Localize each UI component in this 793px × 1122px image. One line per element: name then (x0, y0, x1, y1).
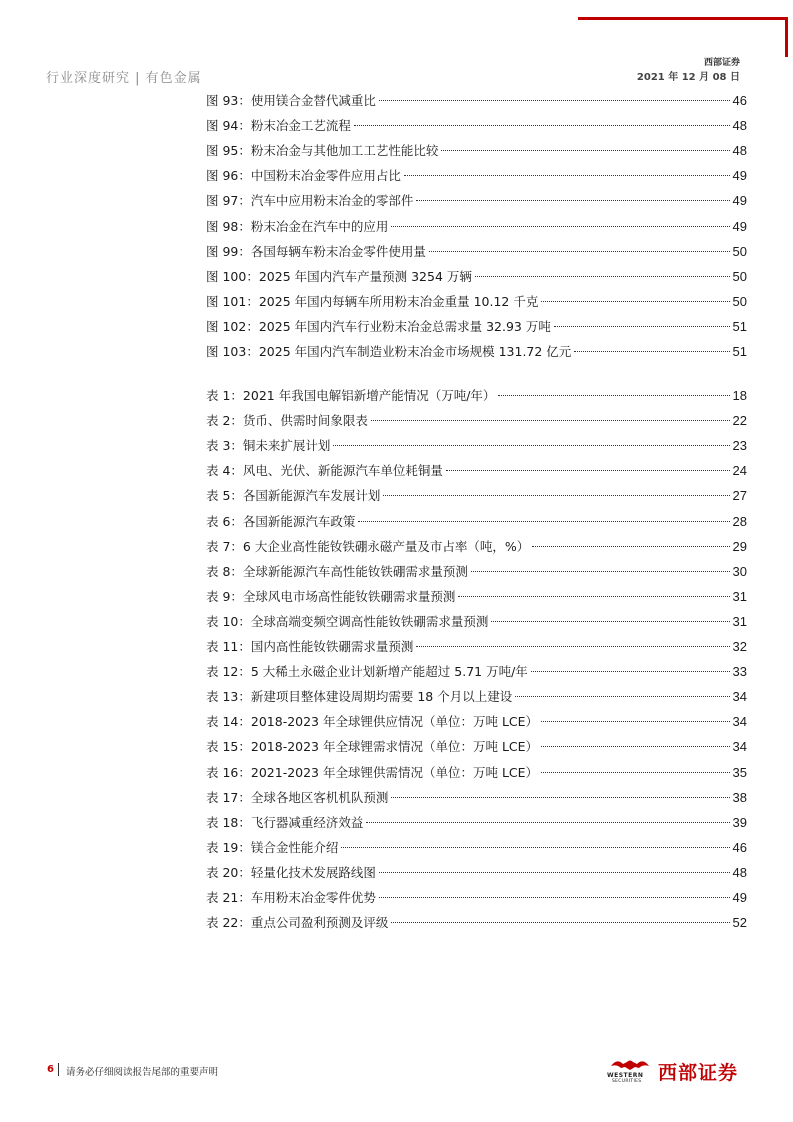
toc-page-number: 38 (732, 789, 747, 805)
toc-entry-label: 图 97：汽车中应用粉末冶金的零部件 (206, 193, 414, 209)
toc-entry-label: 表 15：2018-2023 年全球锂需求情况（单位：万吨 LCE） (206, 739, 539, 755)
figure-toc-entry[interactable] (206, 139, 747, 163)
table-toc-entry[interactable] (206, 886, 747, 910)
toc-entry-label: 表 7：6 大企业高性能钕铁硼永磁产量及市占率（吨，%） (206, 538, 530, 554)
logo-english-name: WESTERN (607, 1072, 644, 1079)
toc-leader-dots (471, 571, 730, 572)
toc-leader-dots (383, 495, 729, 496)
table-toc-entry[interactable] (206, 510, 747, 534)
figure-toc-entry[interactable] (206, 315, 747, 339)
toc-page-number: 48 (732, 143, 747, 159)
toc-page-number: 29 (732, 538, 747, 554)
table-toc-entry[interactable] (206, 836, 747, 860)
toc-page-number: 28 (732, 513, 747, 529)
footer-page-number: 6 (47, 1064, 54, 1075)
toc-entry-label: 表 17：全球各地区客机机队预测 (206, 789, 389, 805)
toc-page-number: 33 (732, 664, 747, 680)
toc-entry-label: 图 96：中国粉末冶金零件应用占比 (206, 168, 401, 184)
toc-page-number: 27 (732, 488, 747, 504)
table-toc-entry[interactable] (206, 660, 747, 684)
toc-page-number: 51 (732, 318, 747, 334)
toc-page-number: 39 (732, 814, 747, 830)
toc-page-number: 31 (732, 588, 747, 604)
table-toc-entry[interactable] (206, 409, 747, 433)
toc-page-number: 35 (732, 764, 747, 780)
figure-toc-entry[interactable] (206, 340, 747, 364)
toc-leader-dots (429, 251, 730, 252)
figure-toc-entry[interactable] (206, 114, 747, 138)
toc-entry-label: 表 2：货币、供需时间象限表 (206, 413, 368, 429)
toc-page-number: 31 (732, 613, 747, 629)
footer-divider (58, 1063, 59, 1076)
toc-leader-dots (532, 546, 729, 547)
toc-entry-label: 图 102：2025 年国内汽车行业粉末冶金总需求量 32.93 万吨 (206, 318, 551, 334)
toc-entry-label: 图 99：各国每辆车粉末冶金零件使用量 (206, 243, 426, 259)
toc-entry-label: 图 94：粉末冶金工艺流程 (206, 118, 351, 134)
toc-entry-label: 表 11：国内高性能钕铁硼需求量预测 (206, 639, 414, 654)
figure-toc-entry[interactable] (206, 265, 747, 289)
toc-leader-dots (531, 671, 730, 672)
logo-english-sub: SECURITIES (612, 1079, 642, 1084)
toc-entry-label: 表 4：风电、光伏、新能源汽车单位耗铜量 (206, 463, 443, 479)
toc-leader-dots (441, 150, 729, 151)
toc-entry-label: 表 21：车用粉末冶金零件优势 (206, 890, 376, 905)
toc-leader-dots (498, 395, 729, 396)
toc-leader-dots (541, 721, 729, 722)
toc-page-number: 46 (732, 93, 747, 108)
toc-leader-dots (416, 646, 729, 647)
toc-leader-dots (541, 301, 729, 302)
toc-leader-dots (379, 100, 730, 101)
toc-leader-dots (404, 175, 730, 176)
toc-leader-dots (333, 445, 729, 446)
toc-page-number: 18 (732, 388, 747, 403)
toc-page-number: 50 (732, 243, 747, 259)
table-toc-entry[interactable] (206, 560, 747, 584)
table-toc-entry[interactable] (206, 384, 747, 408)
toc-entry-label: 表 19：镁合金性能介绍 (206, 839, 339, 855)
toc-page-number: 50 (732, 293, 747, 309)
table-toc-entry[interactable] (206, 585, 747, 609)
toc-page-number: 49 (732, 890, 747, 905)
table-toc-entry[interactable] (206, 535, 747, 559)
table-toc-entry[interactable] (206, 735, 747, 759)
toc-page-number: 48 (732, 118, 747, 134)
logo-chinese-name: 西部证券 (658, 1062, 739, 1084)
toc-leader-dots (446, 470, 730, 471)
toc-leader-dots (366, 822, 729, 823)
table-toc-entry[interactable] (206, 635, 747, 659)
toc-entry-label: 表 12：5 大稀土永磁企业计划新增产能超过 5.71 万吨/年 (206, 664, 528, 680)
toc-leader-dots (515, 696, 729, 697)
toc-entry-label: 表 6：各国新能源汽车政策 (206, 513, 356, 529)
toc-leader-dots (379, 897, 730, 898)
table-toc-entry[interactable] (206, 434, 747, 458)
toc-page-number: 50 (732, 268, 747, 284)
toc-leader-dots (491, 621, 729, 622)
header-accent-line (578, 17, 788, 20)
toc-leader-dots (475, 276, 730, 277)
toc-page-number: 30 (732, 563, 747, 579)
toc-entry-label: 表 8：全球新能源汽车高性能钕铁硼需求量预测 (206, 563, 468, 579)
toc-page-number: 49 (732, 193, 747, 209)
toc-page-number: 32 (732, 639, 747, 654)
toc-leader-dots (391, 226, 729, 227)
toc-leader-dots (554, 326, 730, 327)
toc-entry-label: 表 9：全球风电市场高性能钕铁硼需求量预测 (206, 588, 456, 604)
toc-entry-label: 图 101：2025 年国内每辆车所用粉末冶金重量 10.12 千克 (206, 293, 539, 309)
toc-page-number: 34 (732, 714, 747, 730)
report-section-label: 行业深度研究 | 有色金属 (46, 71, 202, 86)
toc-leader-dots (371, 420, 730, 421)
toc-entry-label: 图 98：粉末冶金在汽车中的应用 (206, 218, 389, 234)
toc-page-number: 48 (732, 864, 747, 880)
toc-entry-label: 表 20：轻量化技术发展路线图 (206, 864, 376, 880)
figure-toc-entry[interactable] (206, 164, 747, 188)
toc-entry-label: 图 103：2025 年国内汽车制造业粉末冶金市场规模 131.72 亿元 (206, 344, 572, 359)
toc-entry-label: 表 22：重点公司盈利预测及评级 (206, 915, 389, 931)
table-toc-entry[interactable] (206, 484, 747, 508)
toc-page-number: 22 (732, 413, 747, 429)
toc-entry-label: 图 95：粉末冶金与其他加工工艺性能比较 (206, 143, 439, 159)
toc-page-number: 23 (732, 438, 747, 454)
table-toc-entry[interactable] (206, 459, 747, 483)
table-toc-entry[interactable] (206, 811, 747, 835)
toc-entry-label: 图 100：2025 年国内汽车产量预测 3254 万辆 (206, 268, 472, 284)
table-toc-entry[interactable] (206, 761, 747, 785)
toc-leader-dots (358, 521, 729, 522)
toc-entry-label: 图 93：使用镁合金替代减重比 (206, 93, 376, 108)
figure-toc-entry[interactable] (206, 290, 747, 314)
toc-page-number: 34 (732, 739, 747, 755)
toc-page-number: 49 (732, 168, 747, 184)
toc-page-number: 52 (732, 915, 747, 931)
toc-leader-dots (541, 746, 729, 747)
figure-toc-entry[interactable] (206, 240, 747, 264)
toc-page-number: 24 (732, 463, 747, 479)
figure-toc-entry[interactable] (206, 89, 747, 113)
toc-page-number: 34 (732, 689, 747, 705)
report-date: 2021 年 12 月 08 日 (636, 72, 740, 83)
table-toc-entry[interactable] (206, 786, 747, 810)
toc-entry-label: 表 3：铜未来扩展计划 (206, 438, 331, 454)
table-toc-entry[interactable] (206, 685, 747, 709)
header-brand: 西部证券 (703, 58, 740, 68)
toc-page-number: 51 (732, 344, 747, 359)
toc-entry-label: 表 13：新建项目整体建设周期均需要 18 个月以上建设 (206, 689, 513, 705)
toc-leader-dots (379, 872, 730, 873)
toc-page-number: 46 (732, 839, 747, 855)
toc-entry-label: 表 1：2021 年我国电解铝新增产能情况（万吨/年） (206, 388, 496, 403)
toc-entry-label: 表 18：飞行器减重经济效益 (206, 814, 364, 830)
figure-toc-entry[interactable] (206, 189, 747, 213)
table-toc-entry[interactable] (206, 610, 747, 634)
toc-page-number: 49 (732, 218, 747, 234)
toc-leader-dots (341, 847, 729, 848)
toc-entry-label: 表 14：2018-2023 年全球锂供应情况（单位：万吨 LCE） (206, 714, 539, 730)
toc-leader-dots (458, 596, 729, 597)
table-toc-entry[interactable] (206, 911, 747, 935)
toc-leader-dots (574, 351, 729, 352)
table-toc-entry[interactable] (206, 861, 747, 885)
toc-entry-label: 表 10：全球高端变频空调高性能钕铁硼需求量预测 (206, 613, 489, 629)
header-accent-corner (785, 17, 788, 57)
toc-leader-dots (391, 922, 729, 923)
toc-leader-dots (416, 200, 729, 201)
toc-entry-label: 表 16：2021-2023 年全球锂供需情况（单位：万吨 LCE） (206, 764, 539, 780)
toc-leader-dots (541, 772, 729, 773)
footer-disclaimer: 请务必仔细阅读报告尾部的重要声明 (66, 1067, 219, 1078)
toc-leader-dots (391, 797, 729, 798)
toc-entry-label: 表 5：各国新能源汽车发展计划 (206, 488, 381, 504)
figure-toc-entry[interactable] (206, 215, 747, 239)
toc-leader-dots (354, 125, 730, 126)
table-toc-entry[interactable] (206, 710, 747, 734)
